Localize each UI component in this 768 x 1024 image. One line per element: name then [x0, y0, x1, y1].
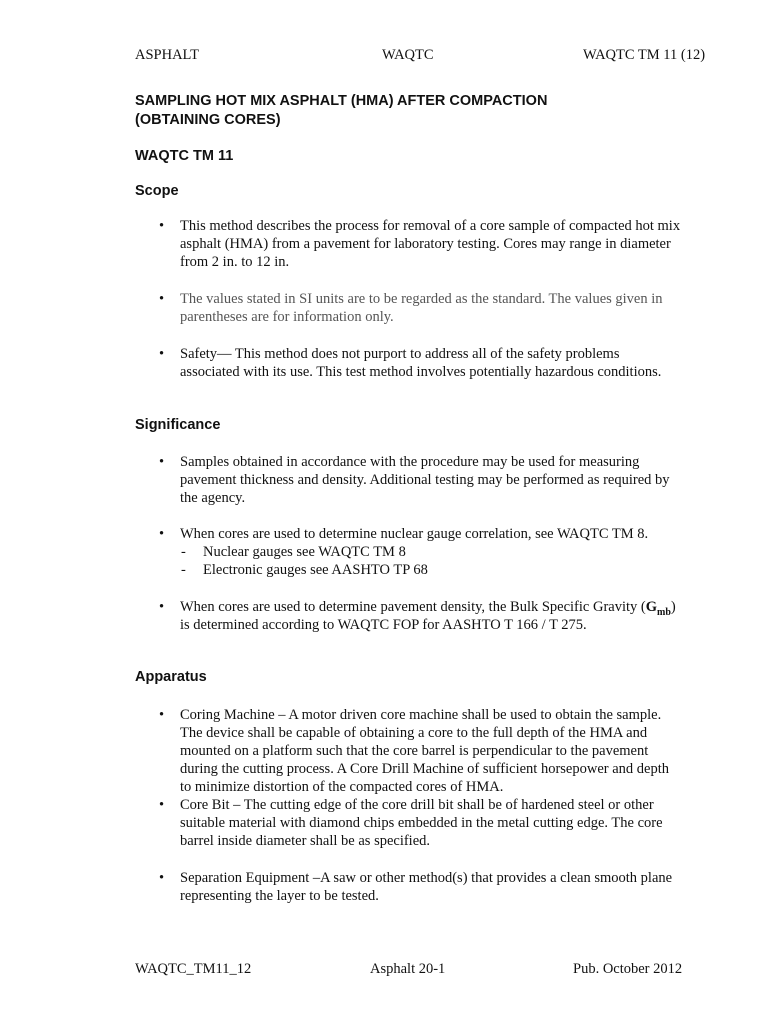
running-header-left: ASPHALT: [135, 47, 199, 63]
bullet-icon: •: [159, 454, 165, 470]
text-line: [180, 599, 676, 618]
symbol-subscript: mb: [657, 606, 671, 618]
bullet-icon: •: [159, 707, 165, 723]
bullet-icon: •: [159, 599, 165, 615]
text-line: mounted on a platform such that the core barrel is perpendicular to the pavement: [180, 743, 649, 759]
text-line: during the cutting process. A Core Drill Machine of sufficient horsepower and depth: [180, 761, 669, 777]
text-line: parentheses are for information only.: [180, 309, 394, 325]
running-header-right: WAQTC TM 11 (12): [583, 47, 706, 63]
bullet-icon: •: [159, 797, 165, 813]
text-line: asphalt (HMA) from a pavement for laboratory testing. Cores may range in diameter: [180, 236, 671, 252]
footer-center: Asphalt 20-1: [370, 961, 446, 977]
bullet-icon: •: [159, 218, 165, 234]
text-line: the agency.: [180, 490, 246, 506]
dash-marker: -: [181, 544, 186, 560]
dash-marker: -: [181, 562, 186, 578]
text-line: When cores are used to determine nuclear gauge correlation, see WAQTC TM 8.: [180, 526, 649, 542]
bullet-icon: •: [159, 346, 165, 362]
text-line: The values stated in SI units are to be regarded as the standard. The values given in: [180, 291, 663, 307]
text-segment: When cores are used to determine pavement density, the Bulk Specific Gravity (: [180, 599, 646, 615]
section-heading-apparatus: Apparatus: [135, 669, 207, 685]
text-line: is determined according to WAQTC FOP for AASHTO T 166 / T 275.: [180, 617, 587, 633]
bullet-icon: •: [159, 870, 165, 886]
text-line: representing the layer to be tested.: [180, 888, 379, 904]
document-title-line2: (OBTAINING CORES): [135, 112, 281, 128]
text-line: Coring Machine – A motor driven core machine shall be used to obtain the sample.: [180, 707, 662, 723]
gmb-symbol: [645, 599, 671, 618]
text-line: This method describes the process for removal of a core sample of compacted hot mix: [180, 218, 681, 234]
symbol-main: G: [645, 599, 658, 615]
text-line: pavement thickness and density. Additional testing may be performed as required by: [180, 472, 670, 488]
text-line: Separation Equipment –A saw or other method(s) that provides a clean smooth plane: [180, 870, 673, 886]
text-line: Safety— This method does not purport to address all of the safety problems: [180, 346, 620, 362]
text-line: from 2 in. to 12 in.: [180, 254, 290, 270]
text-line: The device shall be capable of obtaining a core to the full depth of the HMA and: [180, 725, 648, 741]
text-line: associated with its use. This test method involves potentially hazardous conditions.: [180, 364, 662, 380]
text-line: barrel inside diameter shall be as specified.: [180, 833, 431, 849]
text-segment: ): [670, 599, 676, 615]
sub-item: Electronic gauges see AASHTO TP 68: [203, 562, 428, 578]
text-line: suitable material with diamond chips embedded in the metal cutting edge. The core: [180, 815, 663, 831]
document-title-line1: SAMPLING HOT MIX ASPHALT (HMA) AFTER COMPACTION: [135, 93, 548, 109]
running-header-center: WAQTC: [382, 47, 434, 63]
bullet-icon: •: [159, 526, 165, 542]
text-line: to minimize distortion of the compacted cores of HMA.: [180, 779, 504, 795]
sub-item: Nuclear gauges see WAQTC TM 8: [203, 544, 406, 560]
footer-right: Pub. October 2012: [573, 961, 683, 977]
text-line: Core Bit – The cutting edge of the core drill bit shall be of hardened steel or other: [180, 797, 654, 813]
bullet-icon: •: [159, 291, 165, 307]
section-heading-significance: Significance: [135, 417, 221, 433]
method-id: WAQTC TM 11: [135, 148, 234, 164]
text-line: Samples obtained in accordance with the procedure may be used for measuring: [180, 454, 640, 470]
footer-left: WAQTC_TM11_12: [135, 961, 252, 977]
section-heading-scope: Scope: [135, 183, 179, 199]
